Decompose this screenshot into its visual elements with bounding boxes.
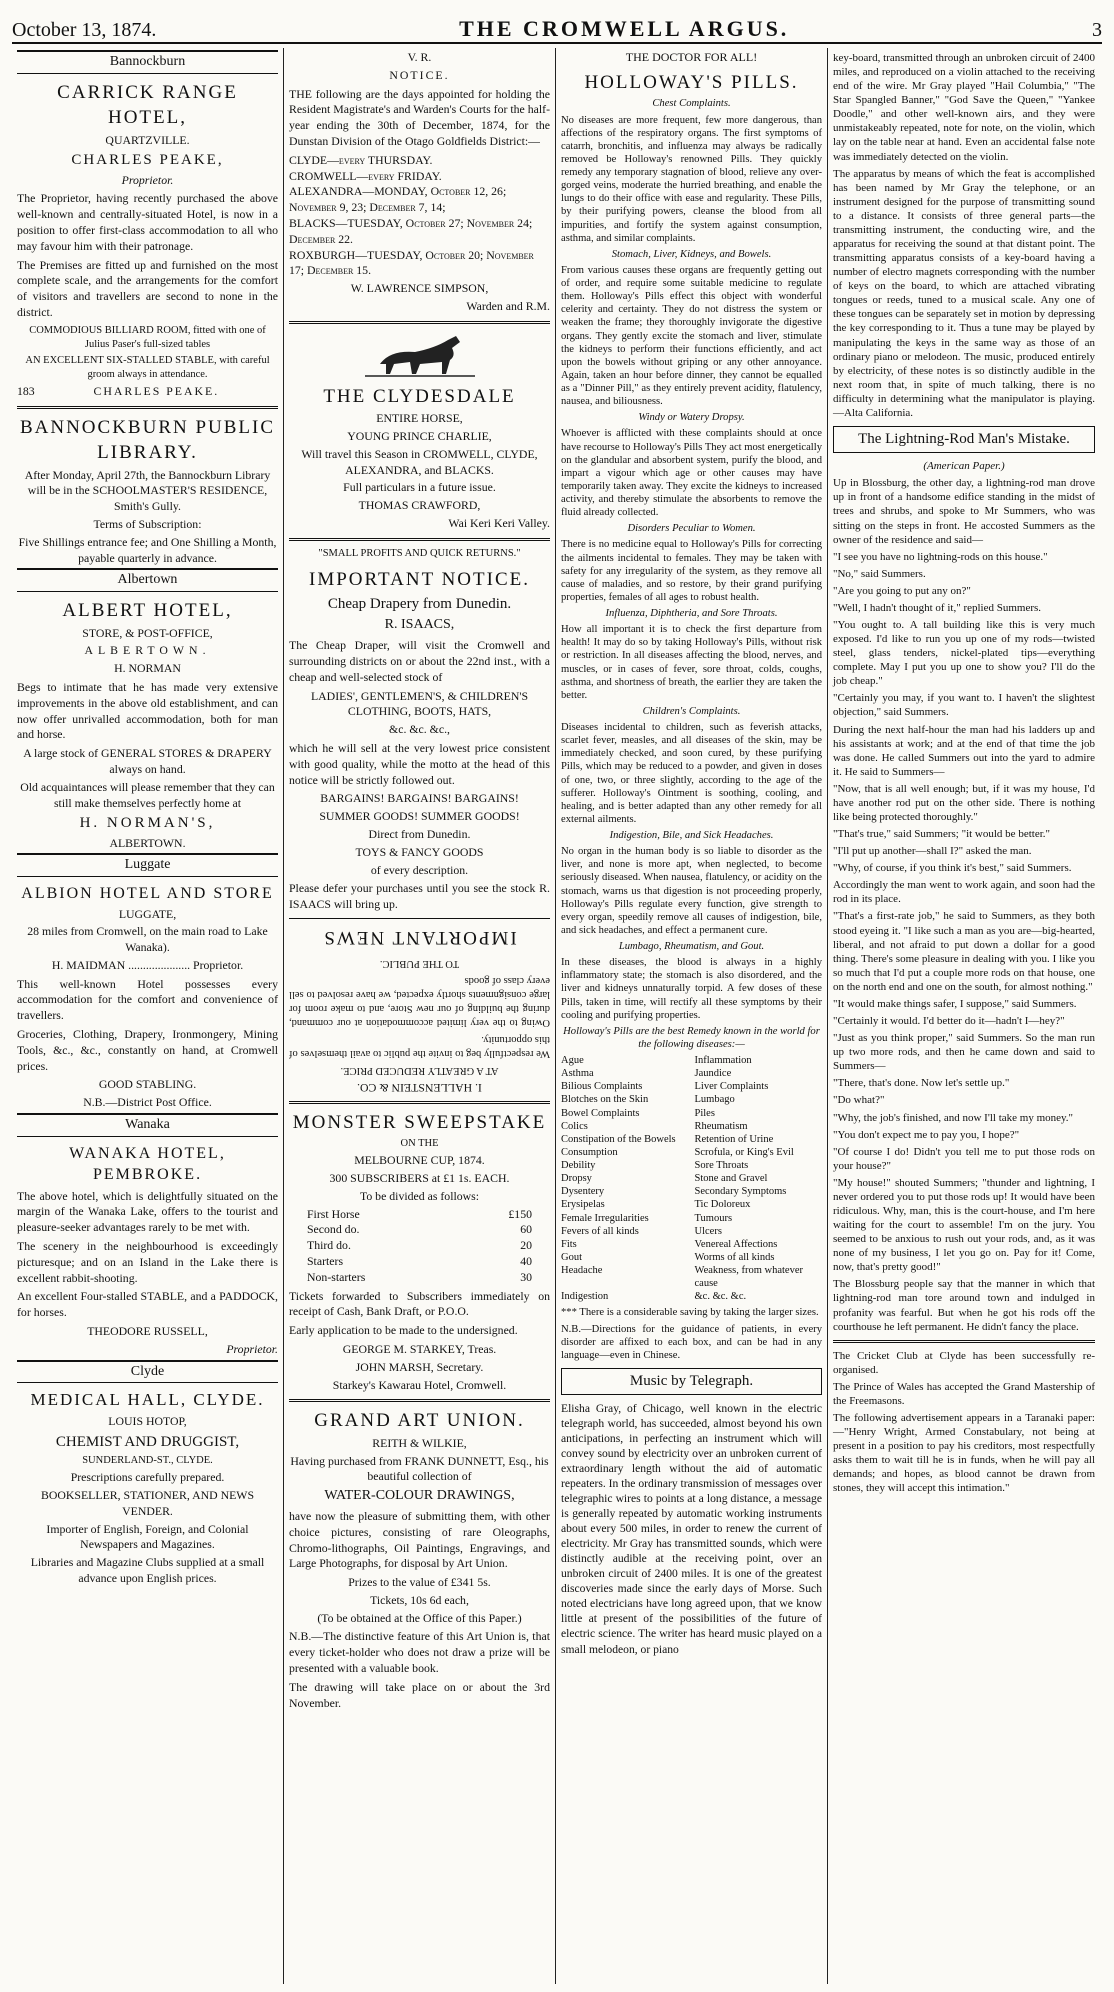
ailment-item: Bowel Complaints [561, 1107, 640, 1119]
influenza-text: How all important it is to check the first departure from health! It may do so by taking Holloway's Pills, without risk or restriction. In all diseases affecting the blood, nerves, and muscles, or in cases of fever, sore throat, colds, coughs, asthma, and shortness of breath, the earlier they are taken the better. [561, 624, 822, 701]
albert-sig2: ALBERTOWN. [109, 835, 186, 850]
albion-p3: Groceries, Clothing, Drapery, Ironmongery, Mining Tools, &c., &c., constantly on hand, at Cromwell prices. [17, 1027, 278, 1073]
art-p4: Prizes to the value of £341 5s. [348, 1575, 491, 1590]
direct-dunedin: Direct from Dunedin. [368, 826, 471, 841]
library-p1: After Monday, April 27th, the Bannockburn Library will be in the SCHOOLMASTER'S RESIDENCE, Smith's Gully. [24, 467, 271, 514]
court-lines [289, 153, 550, 279]
albion-p2: This well-known Hotel possesses every accommodation for the comfort and convenience of travellers. [17, 976, 278, 1023]
prize-label: Non-starters [307, 1269, 366, 1284]
monster-sig2: JOHN MARSH, Secretary. [355, 1359, 484, 1374]
story-paragraph: "My house!" shouted Summers; "thunder and lightning, I never ordered you to put those rods up! It would have been ridiculous. Why, man, this is the court-house, and I'm here waiting for the court to assemble! I'm on the jury. You seemed to be anxious to rush out your rods, and, as it was none of my business, I let you go on. Pay for it! Come, now, that's pretty good!" [833, 1176, 1095, 1274]
clyde-p2: Full particulars in a future issue. [343, 480, 496, 495]
monster-subs: 300 SUBSCRIBERS at £1 1s. EACH. [329, 1170, 510, 1185]
summer-goods: SUMMER GOODS! SUMMER GOODS! [319, 809, 520, 824]
remedy-heading: Holloway's Pills are the best Remedy known in the world for the following diseases:— [563, 1025, 820, 1050]
story-paragraph: "It would make things safer, I suppose," said Summers. [833, 997, 1077, 1010]
notice-sig: W. LAWRENCE SIMPSON, [350, 281, 489, 296]
holloway-title: HOLLOWAY'S PILLS. [584, 71, 799, 93]
important-title: IMPORTANT NOTICE. [309, 568, 530, 590]
ailment-item: Ague [561, 1055, 584, 1067]
ailment-item: Stone and Gravel [694, 1173, 768, 1185]
medical-title: MEDICAL HALL, CLYDE. [30, 1390, 265, 1410]
lightning-source: (American Paper.) [923, 460, 1005, 473]
art-p3: have now the pleasure of submitting them, with other choice pictures, consisting of rare Oleographs, Chromo-lithographs, Oil Paintings, Engravings, and Large Photographs, for disposal by Art Union. [289, 1508, 550, 1571]
carrick-p2: The Premises are fitted up and furnished on the most complete scale, and the arrangements for the comfort of visitors and travellers are second to none in the district. [17, 257, 278, 319]
ailment-item: Dropsy [561, 1173, 592, 1185]
horse-icon [360, 330, 480, 378]
ailment-item: Female Irregularities [561, 1212, 649, 1224]
albion-p4: GOOD STABLING. [98, 1077, 197, 1092]
section-albertown: Albertown [17, 568, 278, 592]
ailment-item: Dysentery [561, 1186, 605, 1198]
children-heading: Children's Complaints. [642, 705, 741, 717]
clyde-place: Wai Keri Keri Valley. [448, 515, 550, 530]
story-paragraph: "You don't expect me to pay you, I hope?" [833, 1128, 1020, 1141]
story-paragraph: Up in Blossburg, the other day, a lightning-rod man drove up in front of a handsome edifice standing in the midst of trees and shrubs, and spoke to Mr Summers, who was sitting on the steps in front. He accosted Summers as the owner of the residence and said— [833, 477, 1095, 546]
monster-sig3: Starkey's Kawarau Hotel, Cromwell. [332, 1377, 507, 1392]
ailment-item: Colics [561, 1120, 588, 1132]
albion-name: H. MAIDMAN ..................... Proprietor. [51, 957, 244, 972]
wanaka-sig: THEODORE RUSSELL, [87, 1324, 208, 1339]
prize-label: Second do. [307, 1222, 360, 1237]
ailment-item: Headache [561, 1265, 603, 1277]
chest-text: No diseases are more frequent, few more dangerous, than affections of the respiratory organs. The first symptoms of catarrh, bronchitis, and influenza may always be radically removed be Holloway's renowned Pills. They quickly remedy any temporary stagnation of blood, relieve any over-gorged veins, moderate the hurried breathing, and enable the lungs to do their office with ease and regularity. These Pills, by their purifying powers, cleanse the blood from all impurities, and fortify the system against consumption, asthma, and similar complaints. [561, 114, 822, 244]
columns [12, 48, 1102, 1984]
indigestion-text: No organ in the human body is so liable to disorder as the liver, and none is more apt, when neglected, to become seriously diseased. When nausea, flatulency, or acidity on the stomach, warns us that digestion is not proceeding properly, Holloway's Pills regulate every function, give strength to every organ, speedily remove all causes of indigestion, bile, and sick headaches, and effect a permanent cure. [561, 846, 822, 936]
carrick-place: QUARTZVILLE. [105, 132, 190, 147]
ailment-item: Asthma [561, 1068, 594, 1080]
masthead [12, 8, 1102, 44]
ailment-list [561, 1054, 822, 1303]
albert-title: ALBERT HOTEL, [62, 600, 233, 622]
monster-p2: Early application to be made to the undersigned. [289, 1323, 518, 1338]
isaacs-p4: which he will sell at the very lowest price consistent with good quality, while the motto at the head of this notice will be strictly followed out. [289, 740, 550, 787]
stomach-text: From various causes these organs are frequently getting out of order, and require some suitable medicine to regulate them. Holloway's Pills effect this object with wonderful celerity and certainty. They do not distress the system or weaken the frame; they thoroughly invigorate the digestive organs. They gently excite the stomach and liver, stimulate the kidneys to perform their functions efficiently, and act upon the bowels without griping or any other annoyance. Again, taken an hour before dinner, they cannot be equalled as a "Dinner Pill," as they entirely prevent acidity, flatulency, nausea, and biliousness. [561, 264, 822, 408]
story-paragraph: "That's a first-rate job," he said to Summers, as they both stood eyeing it. "I like such a man as you are—big-hearted, liberal, and not afraid to put down a dollar for a good thing. There's some pleasure in dealing with you. I like you so much that I'd put a couple more rods on that house, one on the north end and one on the south, for almost nothing." [833, 910, 1095, 993]
albert-sub: STORE, & POST-OFFICE, [82, 625, 213, 640]
notice-p: THE following are the days appointed for holding the Resident Magistrate's and Warden's Courts for the half-year ending the 30th of December, 1874, for the Dunstan Division of the Otago Goldfields District:— [289, 86, 550, 148]
inv-1: I. HALLENSTEIN & CO. [357, 1080, 482, 1095]
section-wanaka: Wanaka [17, 1113, 278, 1137]
carrick-p4: AN EXCELLENT SIX-STALLED STABLE, with careful groom always in attendance. [25, 354, 270, 380]
medical-p4: Libraries and Magazine Clubs supplied at a small advance upon English prices. [30, 1555, 265, 1585]
art-p7: N.B.—The distinctive feature of this Art Union is, that every ticket-holder who does not draw a prize will be presented with a valuable book. [289, 1629, 550, 1676]
carrick-p3: COMMODIOUS BILLIARD ROOM, fitted with one of Julius Paser's full-sized tables [29, 324, 266, 350]
bargains: BARGAINS! BARGAINS! BARGAINS! [320, 791, 519, 806]
monster-p1: Tickets forwarded to Subscribers immediately on receipt of Cash, Bank Draft, or P.O.O. [289, 1288, 550, 1319]
notice-title: NOTICE. [389, 67, 450, 82]
prize-label: Starters [307, 1253, 344, 1268]
ailment-item: Tic Doloreux [694, 1199, 751, 1211]
column-3 [556, 48, 828, 1984]
court-line: CLYDE—every THURSDAY. [289, 152, 433, 167]
music-continued: key-board, transmitted through an unbroken circuit of 2400 miles, and reproduced on a violin attached to the receiving end of the wire. Mr Gray played "Hail Columbia," "The Star Spangled Banner," "God Save the Queen," "Yankee Doodle," and other well-known airs, and they were unmistakeably repeated, note for note, on the violin, which lay on the table near at hand. Even an accidental false note was immediately detected on the violin. [833, 52, 1095, 163]
albion-p5: N.B.—District Post Office. [83, 1095, 212, 1110]
art-p1: Having purchased from FRANK DUNNETT, Esq., his beautiful collection of [290, 1453, 549, 1484]
story-paragraph: "I'll put up another—shall I?" asked the man. [833, 845, 1032, 858]
ailment-item: Piles [694, 1107, 715, 1119]
prize-amount: 20 [520, 1238, 532, 1253]
inv-6: IMPORTANT NEWS [322, 926, 517, 948]
story-paragraph: "Well, I hadn't thought of it," replied Summers. [833, 601, 1042, 614]
art-firm: REITH & WILKIE, [372, 1435, 467, 1450]
prize-amount: 60 [520, 1222, 532, 1237]
wanaka-p2: The scenery in the neighbourhood is exceedingly picturesque; and on an Island in the Lake there is excellent rabbit-shooting. [17, 1239, 278, 1285]
carrick-title: CARRICK RANGE HOTEL, [57, 81, 238, 129]
prize-row [289, 1222, 550, 1238]
women-heading: Disorders Peculiar to Women. [627, 523, 756, 535]
monster-on: ON THE [400, 1138, 439, 1150]
section-bannockburn: Bannockburn [17, 50, 278, 74]
wanaka-p1: The above hotel, which is delightfully situated on the margin of the Wanaka Lake, offers to the tourist and pleasure-seeker advantages rarely to be met with. [17, 1188, 278, 1235]
monster-div: To be divided as follows: [359, 1188, 480, 1203]
section-clyde: Clyde [17, 1360, 278, 1384]
ailment-item: Bilious Complaints [561, 1081, 643, 1093]
medical-role: CHEMIST AND DRUGGIST, [55, 1433, 240, 1450]
vr-mark: V. R. [407, 50, 432, 64]
court-line: ROXBURGH—TUESDAY, October 20; November 17; December 15. [289, 247, 534, 278]
ailment-item: Indigestion [561, 1291, 609, 1303]
ailment-item: Lumbago [694, 1094, 735, 1106]
column-2 [284, 48, 556, 1984]
issue-date: October 13, 1874. [12, 19, 157, 41]
library-p3: Five Shillings entrance fee; and One Shilling a Month, payable quarterly in advance. [18, 534, 277, 565]
lumbago-heading: Lumbago, Rheumatism, and Gout. [618, 941, 765, 953]
art-p5: Tickets, 10s 6d each, [370, 1592, 469, 1607]
story-paragraph: During the next half-hour the man had his ladders up and his assistants at work; and at the end of that time the job was done. He called Summers out into the yard to admire it. He said to Summers— [833, 723, 1095, 778]
every-desc: of every description. [370, 862, 469, 877]
ailment-item: Debility [561, 1160, 596, 1172]
ailment-item: Fits [561, 1238, 577, 1250]
ailment-item: Tumours [694, 1212, 733, 1224]
column-4 [828, 48, 1100, 1984]
story-paragraph: "Certainly you may, if you want to. I haven't the slightest objection," said Summers. [833, 692, 1095, 719]
albion-place: LUGGATE, [118, 906, 177, 921]
wanaka-title: WANAKA HOTEL, PEMBROKE. [69, 1144, 226, 1184]
prize-amount: 40 [520, 1253, 532, 1268]
notice-role: Warden and R.M. [466, 298, 550, 313]
wanaka-p3: An excellent Four-stalled STABLE, and a PADDOCK, for horses. [17, 1289, 278, 1320]
prize-amount: 30 [520, 1269, 532, 1284]
inv-4: Owing to the very limited accommodation at our command, during the building of our new Store, and to make room for large consignments shortly expected, we have resolved to sell every class of goods [289, 974, 550, 1028]
inv-2: AT A GREATLY REDUCED PRICE. [340, 1064, 499, 1076]
directions-note: N.B.—Directions for the guidance of patients, in every disorder are affixed to each box, and can be had in any language—even in Chinese. [561, 1323, 822, 1361]
ailment-item: Worms of all kinds [694, 1251, 775, 1263]
story-paragraph: "Do what?" [833, 1094, 885, 1107]
medical-name: LOUIS HOTOP, [108, 1414, 187, 1429]
inverted-advert [289, 924, 550, 1095]
chest-heading: Chest Complaints. [652, 98, 731, 110]
music-text: Elisha Gray, of Chicago, well known in the electric telegraph world, has succeeded, almost beyond his own anticipations, in perfecting an instrument which will convey sound by electricity over an unbroken current of extraordinary length without the aid of automatic repeaters. In the ordinary transmission of messages over telegraphic wires to points at a long distance, a message is generally repeated by automatic working instruments about every 500 miles, in order to renew the current of electricity. Mr Gray has transmitted sounds, which were distinctly audible at the receiving point, over an unbroken circuit of 2400 miles. It is one of the greatest discoveries made since the early days of Morse. Such noted electricians have long agreed upon, that we know little at present of the possibilities of the future of electric science. The writer has heard music played on a small melodeon, or piano [561, 1401, 822, 1656]
prize-row [289, 1270, 550, 1286]
story-paragraph: "Are you going to put any on?" [833, 584, 971, 597]
defer-note: Please defer your purchases until you see the stock R. ISAACS will bring up. [289, 881, 550, 912]
influenza-heading: Influenza, Diphtheria, and Sore Throats. [605, 608, 778, 620]
wanaka-prop: Proprietor. [226, 1341, 278, 1356]
isaacs-p3: &c. &c. &c., [389, 722, 450, 737]
ailment-item: Rheumatism [694, 1120, 748, 1132]
isaacs-p1: The Cheap Draper, will visit the Cromwell and surrounding districts on or about the 22nd inst., with a cheap and well-selected stock of [289, 638, 550, 684]
art-p6: (To be obtained at the Office of this Paper.) [317, 1610, 522, 1625]
carrick-prop: Proprietor. [121, 172, 174, 187]
windy-heading: Windy or Watery Dropsy. [638, 412, 745, 424]
story-paragraph: "Certainly it would. I'd better do it—hadn't I—hey?" [833, 1015, 1065, 1028]
story-paragraph: The Blossburg people say that the manner in which that lightning-rod man tore around town and indulged in profanity was fearful. But when he got his rods off the courthouse he left permanent. He didn't fancy the place. [833, 1278, 1095, 1333]
ailment-item: Inflammation [694, 1055, 752, 1067]
ailment-item: Liver Complaints [694, 1081, 769, 1093]
albert-sig: H. NORMAN'S, [79, 815, 216, 832]
lumbago-text: In these diseases, the blood is always in a highly inflammatory state; the stomach is also disordered, and the liver and kidneys unnaturally torpid. A few doses of these Pills, taken in time, will rectify all these symptoms by their cooling and purifying properties. [561, 957, 822, 1021]
ailment-item: Ulcers [694, 1225, 722, 1237]
isaacs-p2: LADIES', GENTLEMEN'S, & CHILDREN'S CLOTHING, BOOTS, HATS, [310, 688, 529, 719]
carrick-sig: CHARLES PEAKE. [93, 383, 220, 398]
music-continued-2: The apparatus by means of which the feat is accomplished has been named by Mr Gray the telephone, or an instrument designed for the purpose of transmitting sound to a distance. It consists of three general parts—the transmitting instrument, the conducting wire, and the apparatus for receiving the sound at that distant point. The transmitting apparatus consists of a key-board having a number of electro magnets corresponding with the number of keys on the board, to which are attached vibrating tongues or reeds, tuned to a musical scale. Any one of these tongues can be separately set in motion by depressing the key corresponding to it. Thus a tune may be played by manipulating the keys in the same way as those of an ordinary piano or melodeon. The music, produced entirely by electricity, of these notes is so distinctly audible in the next room that, in spite of much talking, there is no difficulty in determining what the manipulator is playing.—Alta California. [833, 167, 1095, 419]
prize-row [289, 1238, 550, 1254]
ailment-item: Scrofula, or King's Evil [694, 1146, 794, 1158]
art-p8: The drawing will take place on or about the 3rd November. [289, 1679, 550, 1710]
saving-note: *** There is a considerable saving by taking the larger sizes. [561, 1307, 819, 1319]
medical-p2: BOOKSELLER, STATIONER, AND NEWS VENDER. [40, 1487, 255, 1518]
ailment-item: Sore Throats [694, 1160, 749, 1172]
clyde-p1: Will travel this Season in CROMWELL, CLYDE, ALEXANDRA, and BLACKS. [301, 446, 538, 477]
small-profits: "SMALL PROFITS AND QUICK RETURNS." [318, 547, 521, 559]
carrick-name: CHARLES PEAKE, [71, 152, 224, 169]
court-line: CROMWELL—every FRIDAY. [289, 168, 442, 183]
library-p2: Terms of Subscription: [93, 517, 202, 532]
toys: TOYS & FANCY GOODS [355, 844, 484, 859]
ailment-item: Blotches on the Skin [561, 1094, 649, 1106]
albert-p1: Begs to intimate that he has made very extensive improvements in the above old establishment, and can now offer unrivalled accommodation, both for man and horse. [17, 680, 278, 742]
story-paragraph: "I see you have no lightning-rods on this house." [833, 550, 1048, 563]
ailment-item: Erysipelas [561, 1199, 605, 1211]
clyde-name: YOUNG PRINCE CHARLIE, [347, 429, 492, 443]
monster-cup: MELBOURNE CUP, 1874. [354, 1153, 485, 1168]
prince-note: The Prince of Wales has accepted the Grand Mastership of the Freemasons. [833, 1380, 1095, 1407]
section-luggate: Luggate [17, 853, 278, 877]
story-paragraph: "Why, of course, if you think it's best," said Summers. [833, 862, 1072, 875]
cheap-title: Cheap Drapery from Dunedin. [327, 596, 512, 613]
children-text: Diseases incidental to children, such as feverish attacks, scarlet fever, measles, and all diseases of the skin, may be immediately checked, and soon cured, by these purifying Pills, which may be reduced to a powder, and given in doses of one, two, or three slightly, according to the age of the sufferer. Holloway's Ointment is soothing, cooling, and healing, and is better adapted than any other remedy for all external ailments. [561, 722, 822, 825]
windy-text: Whoever is afflicted with these complaints should at once have recourse to Holloway's Pills They act most energetically on the glandular and absorbent system, purify the blood, and impart a vigour which age or other causes may have temporarily taken away. They excite the kidneys to increased activity, and thereby stimulate the absorbents to remove the fluid already collected. [561, 428, 822, 519]
ailment-item: Gout [561, 1251, 582, 1263]
column-1 [12, 48, 284, 1984]
lightning-story [833, 476, 1095, 1333]
stomach-heading: Stomach, Liver, Kidneys, and Bowels. [611, 248, 772, 260]
ailment-item: Consumption [561, 1146, 618, 1158]
art-p2: WATER-COLOUR DRAWINGS, [324, 1488, 515, 1504]
indigestion-heading: Indigestion, Bile, and Sick Headaches. [609, 830, 774, 842]
inv-3: We respectfully beg to invite the public to avail themselves of this opportunity. [289, 1033, 550, 1059]
medical-addr: SUNDERLAND-ST., CLYDE. [82, 1455, 213, 1467]
story-paragraph: "Why, the job's finished, and now I'll take my money." [833, 1111, 1074, 1124]
albert-place: ALBERTOWN. [84, 643, 211, 658]
carrick-p1: The Proprietor, having recently purchased the above well-known and centrally-situated Hotel, is now in a position to offer first-class accommodation to all who may favour him with their patronage. [17, 191, 278, 253]
women-text: There is no medicine equal to Holloway's Pills for correcting the ailments incidental to females. They may be taken with safety for any irregularity of the system, as they remove all cause of maladies, and so restore, by their grand purifying properties, females of all ages to robust health. [561, 539, 822, 603]
story-paragraph: "That's true," said Summers; "it would be better." [833, 828, 1050, 841]
clyde-sub: ENTIRE HORSE, [376, 411, 463, 426]
monster-title: MONSTER SWEEPSTAKE [292, 1111, 547, 1133]
music-title: Music by Telegraph. [561, 1368, 822, 1395]
advert-note: The following advertisement appears in a Taranaki paper:—"Henry Wright, Armed Constabulary, not being at present in a position to pay his creditors, most respectfully asks them to wait till he is in funds, when he will pay all demands; and hopes, as blood cannot be drawn from stones, they will accept this intimation." [833, 1411, 1095, 1495]
ailment-item: Retention of Urine [694, 1133, 774, 1145]
library-title: BANNOCKBURN PUBLIC LIBRARY. [19, 416, 276, 464]
prize-row [289, 1254, 550, 1270]
prize-amount: £150 [508, 1206, 532, 1221]
albert-p2: A large stock of GENERAL STORES & DRAPERY always on hand. [23, 746, 272, 777]
ailment-item: Secondary Symptoms [694, 1186, 787, 1198]
story-paragraph: "No," said Summers. [833, 567, 926, 580]
paper-title: THE CROMWELL ARGUS. [459, 16, 790, 41]
albert-name: H. NORMAN [114, 661, 181, 676]
lightning-title: The Lightning-Rod Man's Mistake. [833, 426, 1095, 453]
clyde-title: THE CLYDESDALE [323, 385, 516, 407]
monster-sig1: GEORGE M. STARKEY, Treas. [342, 1341, 497, 1356]
story-paragraph: Accordingly the man went to work again, and soon had the rod in its place. [833, 879, 1095, 906]
albion-title: ALBION HOTEL AND STORE [21, 885, 274, 903]
clyde-sig: THOMAS CRAWFORD, [358, 498, 481, 513]
inv-5: TO THE PUBLIC. [379, 957, 460, 969]
isaacs-name: R. ISAACS, [384, 617, 455, 633]
ailment-item: Weakness, from whatever cause [694, 1265, 803, 1290]
story-paragraph: "There, that's done. Now let's settle up." [833, 1077, 1010, 1090]
doctor-head: THE DOCTOR FOR ALL! [625, 50, 758, 64]
court-line: ALEXANDRA—MONDAY, October 12, 26; November 9, 23; December 7, 14; [289, 184, 507, 215]
ailment-item: Jaundice [694, 1068, 732, 1080]
story-paragraph: "Just as you think proper," said Summers. So the man run up two more rods, and then he came down and said to Summers— [833, 1032, 1095, 1073]
medical-p3: Importer of English, Foreign, and Colonial Newspapers and Magazines. [46, 1521, 249, 1552]
art-title: GRAND ART UNION. [314, 1410, 525, 1432]
cricket-note: The Cricket Club at Clyde has been successfully re-organised. [833, 1349, 1095, 1376]
prize-label: First Horse [307, 1206, 360, 1221]
carrick-num: 183 [17, 383, 35, 398]
albert-p3: Old acquaintances will please remember that they can still make themselves perfectly home at [20, 779, 275, 810]
prize-table [289, 1207, 550, 1286]
story-paragraph: "Now, that is all well enough; but, if it was my house, I'd have another rod put on the other side. There is nothing like being protected thoroughly." [833, 782, 1095, 824]
ailment-item: Constipation of the Bowels [561, 1133, 676, 1145]
ailment-item: Fevers of all kinds [561, 1225, 639, 1237]
prize-label: Third do. [307, 1238, 351, 1253]
court-line: BLACKS—TUESDAY, October 27; November 24; December 22. [289, 215, 533, 246]
page-number: 3 [1091, 19, 1102, 41]
albion-p1: 28 miles from Cromwell, on the main road to Lake Wanaka). [27, 924, 268, 955]
story-paragraph: "You ought to. A tall building like this is very much exposed. I'd like to run you up one of my rods—twisted steel, glass tenders, nickel-plated tips—everything complete. May I put you up one to show you? I'll do the job cheap." [833, 619, 1095, 688]
ailment-item: &c. &c. &c. [694, 1291, 747, 1303]
ailment-item: Venereal Affections [694, 1238, 778, 1250]
story-paragraph: "Of course I do! Didn't you tell me to put those rods on your house?" [833, 1145, 1095, 1172]
prize-row [289, 1207, 550, 1223]
medical-p1: Prescriptions carefully prepared. [70, 1470, 225, 1485]
